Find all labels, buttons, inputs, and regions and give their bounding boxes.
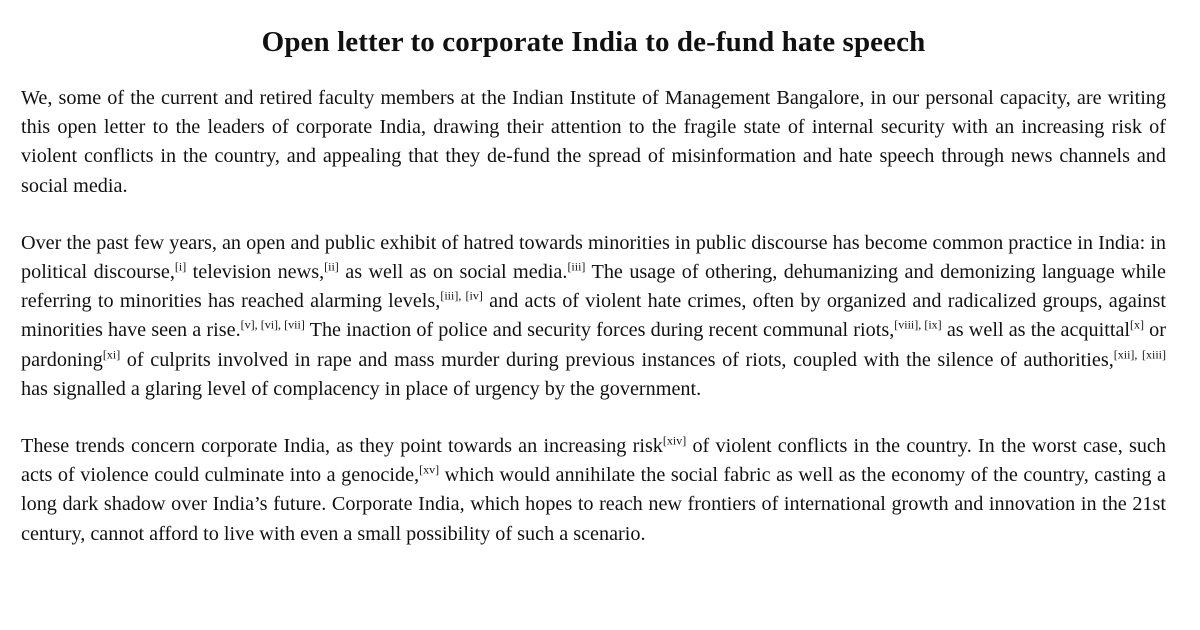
paragraph-text: The usage of othering, dehumanizing and demonizing language while referring to minorities has reached alarming levels, (21, 261, 1166, 313)
footnote-ref-link[interactable]: [xii], [xiii] (1113, 347, 1166, 362)
paragraph-text: We, some of the current and retired faculty members at the Indian Institute of Management Bangalore, in our personal capacity, are writing this open letter to the leaders of corporate India, drawing their attention to the fragile state of internal security with an increasing risk of violent conflicts in the country, and appealing that they de-fund the spread of misinformation and hate speech through news channels and social media. (21, 87, 1166, 197)
paragraph-text: has signalled a glaring level of complacency in place of urgency by the government. (21, 377, 702, 400)
paragraph-text: as well as on social media. (338, 261, 568, 284)
footnote-ref-link[interactable]: [v], [vi], [vii] (240, 317, 305, 332)
paragraph-text: The inaction of police and security forces during recent communal riots, (304, 319, 895, 342)
paragraph-concern (21, 432, 1166, 549)
footnote-ref-link[interactable]: [xiv] (662, 433, 687, 448)
paragraph-text: as well as the acquittal (941, 319, 1131, 342)
paragraph-text: which would annihilate the social fabric as well as the economy of the country, casting a long dark shadow over India’s future. Corporate India, which hopes to reach new frontiers of international growth and innovation in the 21st century, cannot afford to live with even a small possibility of such a scenario. (21, 464, 1166, 545)
paragraph-text: television news, (186, 261, 325, 284)
footnote-ref-link[interactable]: [x] (1130, 317, 1145, 332)
page-title: Open letter to corporate India to de-fund hate speech (261, 26, 926, 58)
footnote-ref-link[interactable]: [iii], [iv] (440, 288, 483, 303)
paragraph-text: or pardoning (21, 319, 1166, 371)
paragraph-text: These trends concern corporate India, as they point towards an increasing risk (21, 435, 663, 458)
footnote-ref-link[interactable]: [ii] (324, 259, 339, 274)
footnote-ref-link[interactable]: [xi] (102, 347, 121, 362)
paragraph-text: Over the past few years, an open and public exhibit of hatred towards minorities in public discourse has become common practice in India: in political discourse, (21, 231, 1166, 284)
footnote-ref-link[interactable]: [iii] (567, 259, 586, 274)
paragraph-intro (21, 84, 1166, 201)
paragraph-text: of culprits involved in rape and mass murder during previous instances of riots, coupled with the silence of authorities, (120, 348, 1114, 371)
footnote-ref-link[interactable]: [viii], [ix] (894, 317, 942, 332)
paragraph-text: of violent conflicts in the country. In the worst case, such acts of violence could culminate into a genocide, (21, 435, 1166, 487)
paragraph-text: and acts of violent hate crimes, often by organized and radicalized groups, against minorities have seen a rise. (21, 290, 1166, 342)
footnote-ref-link[interactable]: [xv] (419, 462, 440, 477)
footnote-ref-link[interactable]: [i] (174, 259, 187, 274)
paragraph-trends (21, 229, 1166, 404)
